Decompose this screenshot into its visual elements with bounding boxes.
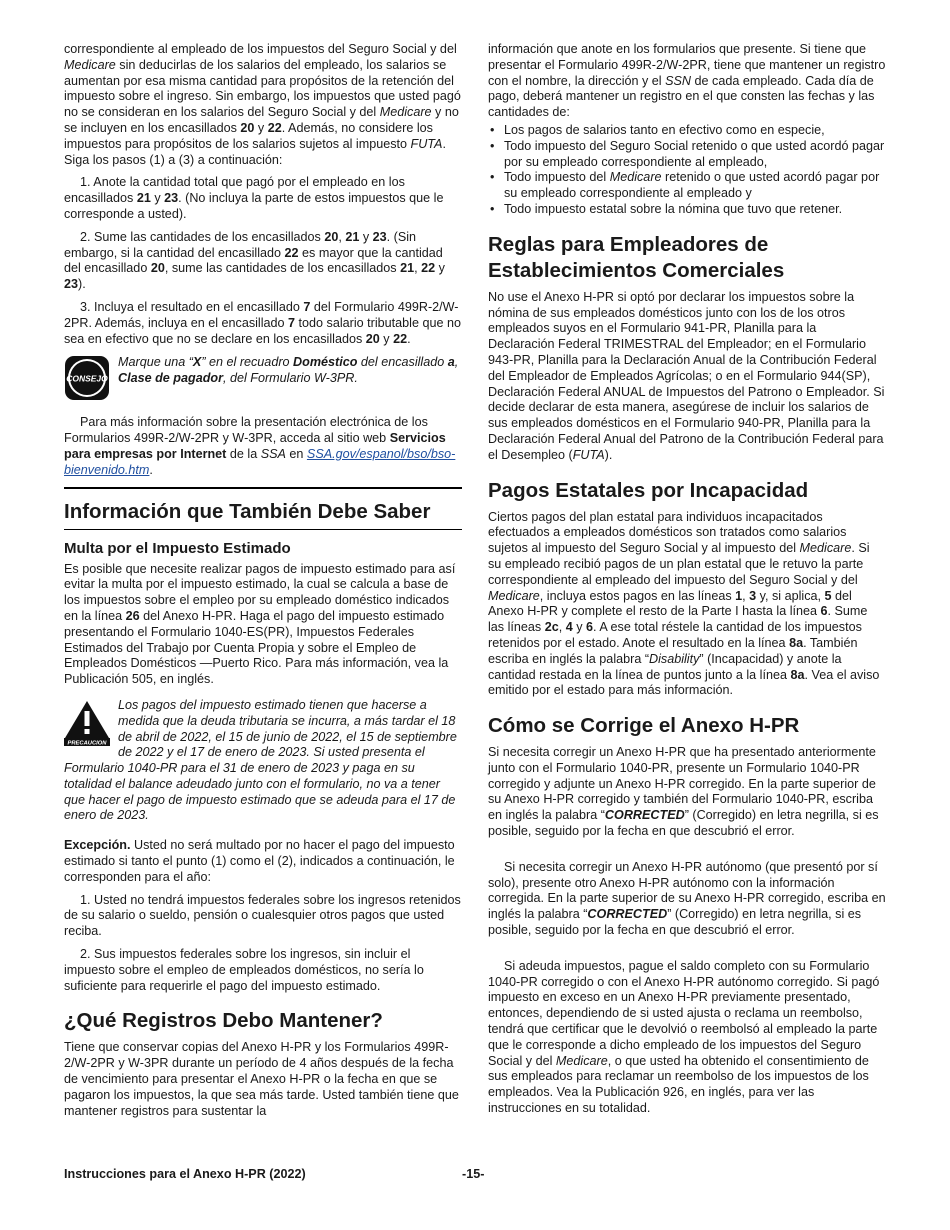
heading-multa: Multa por el Impuesto Estimado (64, 539, 291, 557)
heading-reglas: Reglas para Empleadores de Establecimientos Comerciales (488, 232, 785, 282)
caution-badge-label: PRECAUCION (67, 740, 107, 746)
tip-badge-label: CONSEJO (66, 373, 108, 384)
list-item: • Todo impuesto del Seguro Social retenido o que usted acordó pagar por su empleado correspondiente al empleado, (488, 139, 886, 171)
left-column (64, 42, 462, 1126)
excepcion-item-1: 1. Usted no tendrá impuestos federales sobre los ingresos retenidos de su salario o sueldo, pensión o cualesquier otros pagos que usted reciba. (64, 892, 461, 939)
records-list (488, 123, 886, 218)
heading-pagos: Pagos Estatales por Incapacidad (488, 478, 809, 502)
right-column (488, 42, 886, 1124)
tip-note (64, 355, 462, 401)
efile-paragraph: Para más información sobre la presentación electrónica de los Formularios 499R-2/W-2PR y W-3PR, acceda al sitio web Servicios para empresas por Internet de la SSA en SSA.gov/espanol/bso/bso-bienvenido.htm. (64, 415, 456, 477)
records-paragraph: información que anote en los formularios que presente. Si tiene que presentar el Formulario 499R-2/W-2PR, tiene que mantener un registro con el nombre, la dirección y el SSN de cada empleado. Cada día de pago, deberá mantener un registro en el que consten las fechas y las cantidades de: (488, 42, 886, 120)
list-item: • Todo impuesto del Medicare retenido o que usted acordó pagar por su empleado correspondiente al empleado y (488, 170, 886, 202)
footer-title: Instrucciones para el Anexo H-PR (2022) (64, 1167, 306, 1181)
tip-icon (64, 355, 110, 401)
step-1: 1. Anote la cantidad total que pagó por el empleado en los encasillados 21 y 23. (No incluya la parte de estos impuestos que le corresponde a usted). (64, 175, 444, 221)
step-3: 3. Incluya el resultado en el encasillado 7 del Formulario 499R-2/W-2PR. Además, incluya en el encasillado 7 todo salario tributable que no sea en efectivo que no se declare en los encasillados 20 y 22. (64, 299, 461, 346)
excepcion-paragraph: Excepción. Usted no será multado por no hacer el pago del impuesto estimado si tanto el punto (1) como el (2), indicados a continuación, le corresponden para el año: (64, 838, 455, 884)
caution-note (64, 698, 462, 824)
ssa-link[interactable]: SSA.gov/espanol/bso/bso-bienvenido.htm (64, 446, 456, 477)
excepcion-item-2: 2. Sus impuestos federales sobre los ingresos, sin incluir el impuesto sobre el empleo de empleados domésticos, no sería lo suficiente para requerirle el pago del impuesto estimado. (64, 947, 424, 993)
registros-paragraph: Tiene que conservar copias del Anexo H-PR y los Formularios 499R-2/W-2PR y W-3PR durante un período de 4 años después de la fecha de vencimiento para presentar el Anexo H-PR o la fecha en que se pagaron los impuestos, la que sea más tarde. Usted también tiene que mantener registros para sustentar la (64, 1040, 459, 1118)
reglas-paragraph: No use el Anexo H-PR si optó por declarar los impuestos sobre la nómina de sus empleados domésticos junto con los de los otros empleados suyos en el Formulario 941-PR, Planilla para la Declaración Federal TRIMESTRAL del Empleador; en el Formulario 943-PR, Planilla para la Declaración Anual de la Contribución Federal del Empleador de Empleados Agrícolas; o en el Formulario 944(SP), Declaración Federal ANUAL de Impuestos del Patrono o Empleador. Si decide declarar de esta manera, asegúrese de incluir los salarios de sus empleados domésticos en el Formulario 940-PR, Planilla para la Declaración Federal Anual del Patrono de la Contribución Federal para el Desempleo (FUTA). (488, 289, 885, 462)
multa-paragraph: Es posible que necesite realizar pagos de impuesto estimado para así evitar la multa por el impuesto estimado, la cual se calcula a base de los impuestos sobre el empleo por su empleado doméstico indicados en la línea 26 del Anexo H-PR. Haga el pago del impuesto estimado presentando el Formulario 1040-ES(PR), Impuestos Federales Estimados del Trabajo por Cuenta Propia y sobre el Empleo de Empleados Domésticos —Puerto Rico. Para más información, vea la Publicación 505, en inglés. (64, 561, 456, 687)
heading-corrige: Cómo se Corrige el Anexo H-PR (488, 714, 800, 738)
pagos-paragraph: Ciertos pagos del plan estatal para individuos incapacitados efectuados a empleados domésticos son tratados como salarios sujetos al impuesto del Seguro Social y al impuesto del Medicare. Si su empleado recibió pagos de un plan estatal que le retuvo la parte correspondiente al empleado del impuesto del Seguro Social y del Medicare, incluya estos pagos en las líneas 1, 3 y, si aplica, 5 del Anexo H-PR y complete el resto de la Parte I hasta la línea 6. Sume las líneas 2c, 4 y 6. A ese total réstele la cantidad de los impuestos retenidos por el estado. Anote el resultado en la línea 8a. También escriba en inglés la palabra “Disability” (Incapacidad) y anote la cantidad restada en la línea de puntos junto a la línea 8a. Vea el aviso emitido por el estado para más información. (488, 509, 880, 698)
corrige-paragraph-3: Si adeuda impuestos, pague el saldo completo con su Formulario 1040-PR corregido o con el Anexo H-PR autónomo corregido. Si pagó impuesto en exceso en un Anexo H-PR previamente presentado, entonces, dependiendo de si usted ajusta o reclama un reembolso, tendrá que certificar que le devolvió o reembolsó al empleado la parte que le corresponde a dicho empleado de los impuestos del Seguro Social y del Medicare, o que usted ha obtenido el consentimiento de sus empleados para reclamar un reembolso de los impuestos de los empleados. Vea la Publicación 926, en inglés, para ver las instrucciones en su totalidad. (488, 958, 880, 1116)
page-number: -15- (462, 1167, 485, 1181)
paragraph-paid-taxes: correspondiente al empleado de los impuestos del Seguro Social y del Medicare sin deducirlas de los salarios del empleado, los salarios se aumentan por esa misma cantidad para propósitos de la retención del impuesto sobre el ingreso. Sin embargo, los impuestos que usted pagó no se consideran en los salarios del Seguro Social y del Medicare y no se incluyen en los encasillados 20 y 22. Además, no considere los impuestos para propósitos de los salarios sujetos al impuesto FUTA. Siga los pasos (1) a (3) a continuación: (64, 42, 461, 167)
list-item: • Los pagos de salarios tanto en efectivo como en especie, (488, 123, 886, 139)
step-2: 2. Sume las cantidades de los encasillados 20, 21 y 23. (Sin embargo, si la cantidad del encasillado 22 es mayor que la cantidad del encasillado 20, sume las cantidades de los encasillados 21, 22 y 23). (64, 229, 445, 292)
tip-text: Marque una “X” en el recuadro Doméstico del encasillado a, Clase de pagador, del Formulario W-3PR. (118, 355, 459, 386)
corrige-paragraph-2: Si necesita corregir un Anexo H-PR autónomo (que presentó por sí solo), presente otro Anexo H-PR autónomo con la información corregida. En la parte superior de su Anexo H-PR corregido, escriba en inglés la palabra “CORRECTED” (Corregido) en letra negrilla, si es posible, seguido por la fecha en que descubrió el error. (488, 859, 886, 938)
list-item: • Todo impuesto estatal sobre la nómina que tuvo que retener. (488, 202, 886, 218)
caution-icon (64, 700, 110, 746)
heading-info: Información que También Debe Saber (64, 487, 462, 530)
heading-registros: ¿Qué Registros Debo Mantener? (64, 1009, 383, 1033)
corrige-paragraph-1: Si necesita corregir un Anexo H-PR que ha presentado anteriormente junto con el Formulario 1040-PR, presente un Formulario 1040-PR corregido y adjunte un Anexo H-PR corregido. En la parte superior de su Anexo H-PR corregido y también del Formulario 1040-PR, escriba en inglés la palabra “CORRECTED” (Corregido) en letra negrilla, si es posible, seguido por la fecha en que descubrió el error. (488, 745, 879, 839)
caution-text: Los pagos del impuesto estimado tienen que hacerse a medida que la deuda tributaria se incurra, a más tardar el 18 de abril de 2022, el 15 de junio de 2022, el 15 de septiembre de 2022 y el 17 de enero de 2023. Si usted presenta el Formulario 1040-PR para el 31 de enero de 2023 y paga en su totalidad el balance adeudado junto con el formulario, no va a tener que hacer el pago de impuesto estimado que se adeuda para el 17 de enero de 2023. (64, 697, 457, 823)
